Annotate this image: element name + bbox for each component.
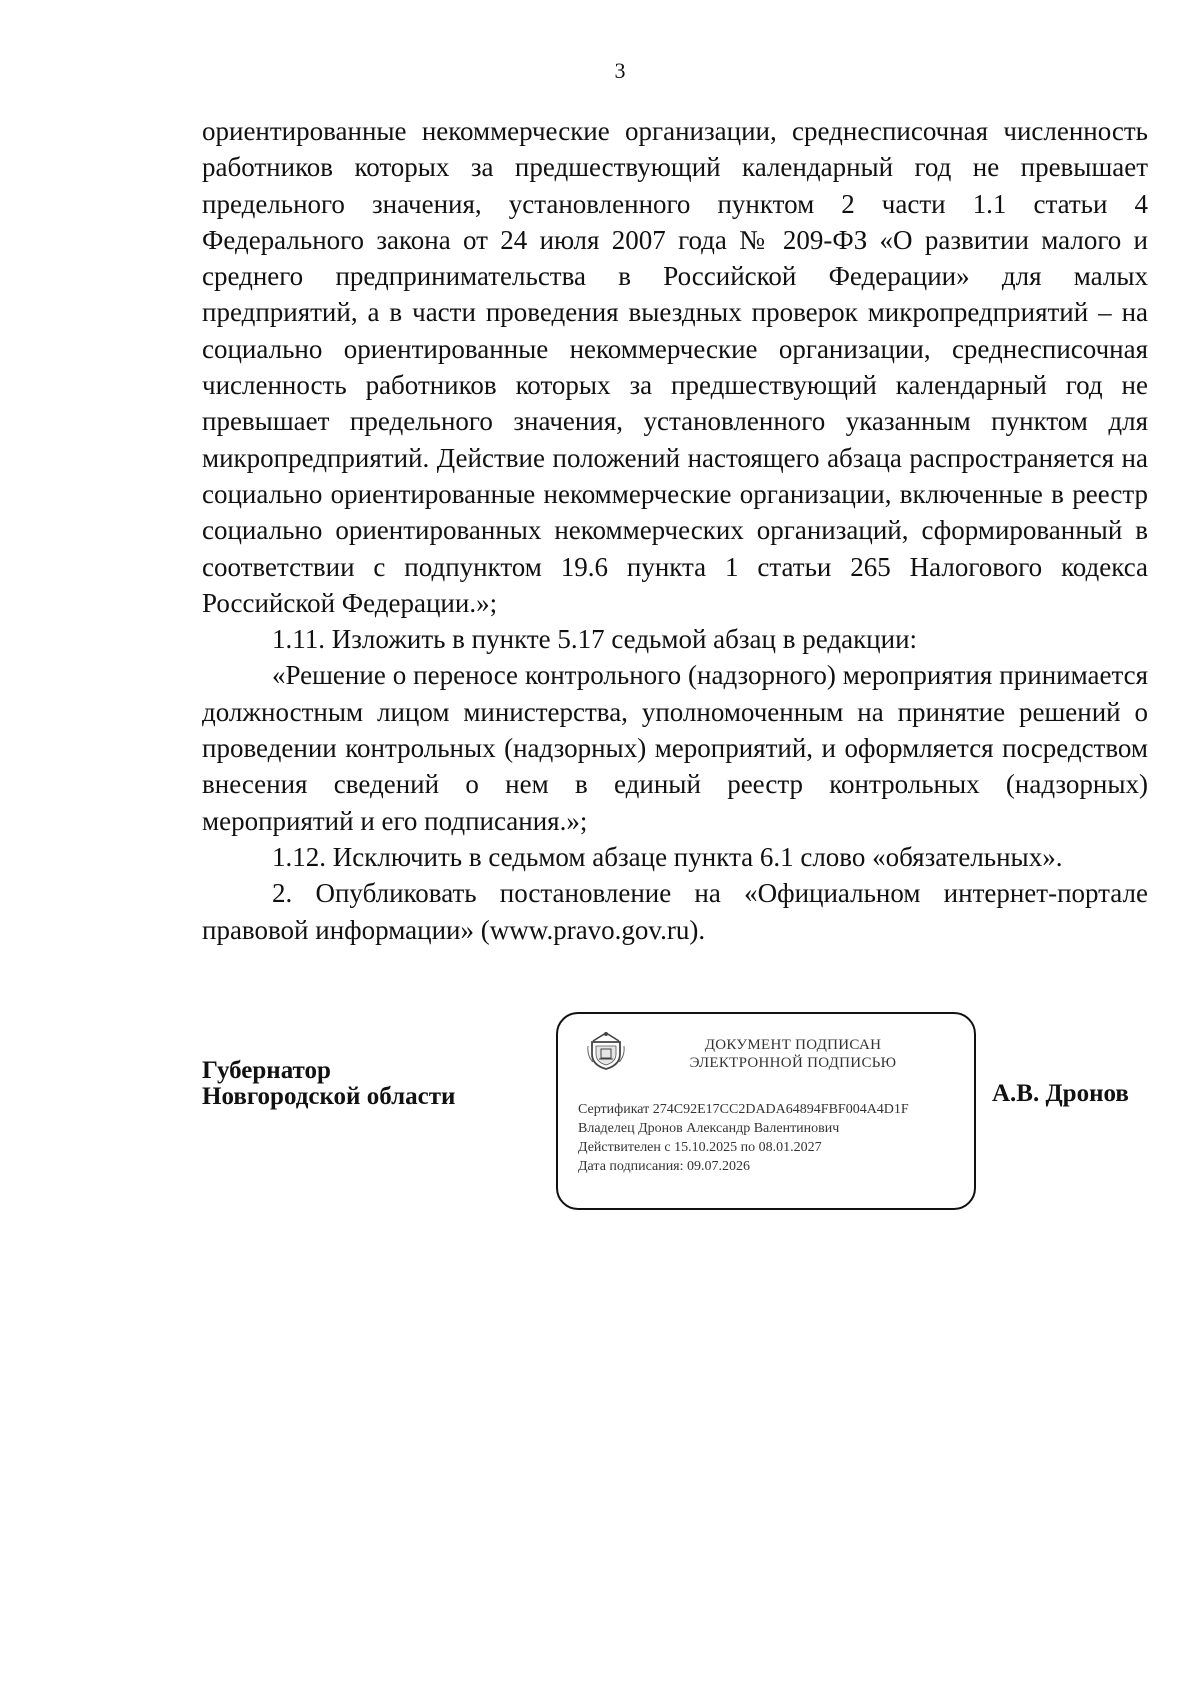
signer-title-line2: Новгородской области [202, 1083, 456, 1110]
signer-title [202, 1058, 455, 1110]
stamp-validity: Действителен с 15.10.2025 по 08.01.2027 [578, 1140, 822, 1155]
paragraph-item-1-12: 1.12. Исключить в седьмом абзаце пункта 6.1 слово «обязательных». [272, 841, 1063, 872]
stamp-details [578, 1100, 909, 1176]
paragraph-quoted-amendment: «Решение о переносе контрольного (надзорного) мероприятия принимается должностным лицом министерства, уполномоченным на принятие решений о проведении контрольных (надзорных) мероприятий, и оформляется посредством внесения сведений о нем в единый реестр контрольных (надзорных) мероприятий и его подписания.»; [202, 660, 1148, 836]
page-number: 3 [614, 58, 626, 83]
signer-name: А.В. Дронов [992, 1080, 1129, 1107]
paragraph-item-2: 2. Опубликовать постановление на «Официальном интернет-портале правовой информации» (www.pravo.gov.ru). [202, 878, 1148, 945]
paragraph-continuation: ориентированные некоммерческие организации, среднесписочная численность работников которых за предшествующий календарный год не превышает предельного значения, установленного пунктом 2 части 1.1 статьи 4 Федерального закона от 24 июля 2007 года № 209-ФЗ «О развитии малого и среднего предпринимательства в Российской Федерации» для малых предприятий, а в части проведения выездных проверок микропредприятий – на социально ориентированные некоммерческие организации, среднесписочная численность работников которых за предшествующий календарный год не превышает предельного значения, установленного указанным пунктом для микропредприятий. Действие положений настоящего абзаца распространяется на социально ориентированные некоммерческие организации, включенные в реестр социально ориентированных некоммерческих организаций, сформированный в соответствии с подпунктом 19.6 пункта 1 статьи 265 Налогового кодекса Российской Федерации.»; [202, 116, 1148, 618]
stamp-owner: Владелец Дронов Александр Валентинович [578, 1121, 840, 1136]
signer-title-line1: Губернатор [202, 1057, 331, 1084]
stamp-heading-line1: ДОКУМЕНТ ПОДПИСАН [704, 1037, 882, 1053]
stamp-certificate: Сертификат 274C92E17CC2DADA64894FBF004A4D1F [578, 1102, 909, 1117]
electronic-signature-stamp [556, 1012, 976, 1210]
document-body [202, 113, 1148, 948]
paragraph-item-1-11: 1.11. Изложить в пункте 5.17 седьмой абзац в редакции: [272, 624, 918, 655]
stamp-signing-date: Дата подписания: 09.07.2026 [578, 1159, 751, 1174]
stamp-heading-line2: ЭЛЕКТРОННОЙ ПОДПИСЬЮ [689, 1055, 897, 1071]
coat-of-arms-icon [584, 1028, 628, 1072]
stamp-heading [678, 1036, 908, 1072]
